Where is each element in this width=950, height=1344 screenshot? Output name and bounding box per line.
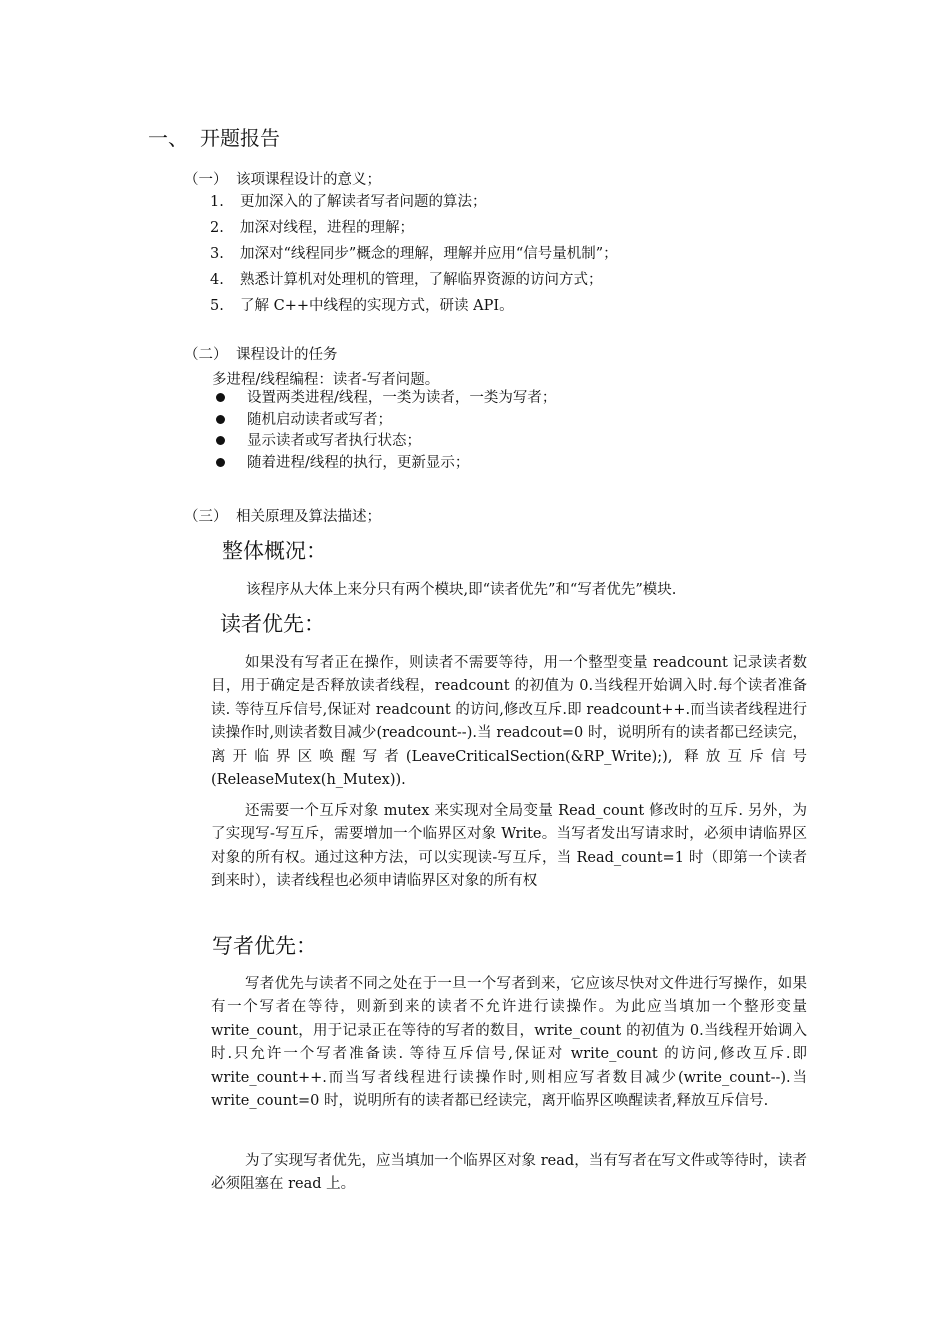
- list-item-text: 加深对线程，进程的理解；: [240, 220, 414, 236]
- list-item-number: 5.: [210, 298, 224, 314]
- section-2-mark: （二）: [184, 347, 228, 363]
- section-2-bullets: [210, 388, 556, 474]
- list-item-text: 熟悉计算机对处理机的管理，了解临界资源的访问方式；: [240, 272, 603, 288]
- list-item: [210, 267, 618, 293]
- bullet-item: [210, 388, 556, 410]
- section-2-title: 课程设计的任务: [236, 347, 338, 363]
- list-item-number: 1.: [210, 194, 224, 210]
- main-heading: [148, 122, 280, 151]
- list-item-number: 3.: [210, 246, 224, 262]
- bullet-item: [210, 431, 556, 453]
- bullet-icon: [216, 436, 225, 445]
- list-item-number: 4.: [210, 272, 224, 288]
- bullet-item: [210, 453, 556, 475]
- overview-title: 整体概况：: [222, 539, 327, 563]
- bullet-icon: [216, 458, 225, 467]
- list-item: [210, 241, 618, 267]
- heading-title: 开题报告: [200, 126, 280, 150]
- writer-paragraph-1: 写者优先与读者不同之处在于一旦一个写者到来，它应该尽快对文件进行写操作，如果有一个写者在等待，则新到来的读者不允许进行读操作。为此应当填加一个整形变量 write_count，用于记录正在等待的写者的数目，write_count 的初值为 0.当线程开始调入时.只允许一个写者准备读. 等待互斥信号,保证对 write_count 的访问,修改互斥.即 write_count++.而当写者线程进行读操作时,则相应写者数目减少(write_count--).当 write_count=0 时，说明所有的读者都已经读完，离开临界区唤醒读者,释放互斥信号.: [211, 976, 807, 1110]
- list-item: [210, 293, 618, 319]
- section-2-heading: [184, 343, 338, 364]
- list-item-number: 2.: [210, 220, 224, 236]
- list-item-text: 加深对“线程同步”概念的理解，理解并应用“信号量机制”；: [240, 246, 618, 262]
- list-item: [210, 215, 618, 241]
- overview-text: 该程序从大体上来分只有两个模块,即“读者优先”和“写者优先”模块.: [246, 582, 677, 598]
- reader-paragraph-1: 如果没有写者正在操作，则读者不需要等待，用一个整型变量 readcount 记录读者数目，用于确定是否释放读者线程，readcount 的初值为 0.当线程开始调入时.每个读者准备读. 等待互斥信号,保证对 readcount 的访问,修改互斥.即 readcount++.而当读者线程进行读操作时,则读者数目减少(readcount--).当 readcout=0 时，说明所有的读者都已经读完，离开临界区唤醒写者(LeaveCriticalSection(&RP_Write);), 释放互斥信号(ReleaseMutex(h_Mutex)).: [211, 655, 807, 789]
- bullet-text: 随着进程/线程的执行，更新显示；: [247, 454, 470, 471]
- list-item-text: 更加深入的了解读者写者问题的算法；: [240, 194, 487, 210]
- section-1-title: 该项课程设计的意义；: [236, 172, 381, 188]
- bullet-text: 随机启动读者或写者；: [247, 411, 392, 428]
- list-item: [210, 189, 618, 215]
- bullet-icon: [216, 393, 225, 402]
- section-2-intro: 多进程/线程编程：读者-写者问题。: [212, 372, 440, 388]
- bullet-text: 设置两类进程/线程，一类为读者，一类为写者；: [247, 390, 557, 406]
- section-3-heading: [184, 505, 381, 526]
- section-3-mark: （三）: [184, 509, 228, 525]
- writer-paragraph-2: 为了实现写者优先，应当填加一个临界区对象 read，当有写者在写文件或等待时，读者必须阻塞在 read 上。: [211, 1153, 807, 1193]
- bullet-text: 显示读者或写者执行状态；: [247, 433, 421, 449]
- heading-number: 一、: [148, 126, 188, 150]
- section-1-list: [210, 189, 618, 319]
- section-1-heading: [184, 168, 381, 189]
- list-item-text: 了解 C++中线程的实现方式，研读 API。: [240, 298, 514, 314]
- bullet-icon: [216, 415, 225, 424]
- section-1-mark: （一）: [184, 172, 228, 188]
- bullet-item: [210, 410, 556, 432]
- reader-priority-title: 读者优先：: [220, 612, 325, 636]
- writer-priority-title: 写者优先：: [212, 934, 317, 958]
- reader-paragraph-2: 还需要一个互斥对象 mutex 来实现对全局变量 Read_count 修改时的互斥. 另外，为了实现写-写互斥，需要增加一个临界区对象 Write。当写者发出写请求时，必须申请临界区对象的所有权。通过这种方法，可以实现读-写互斥，当 Read_count=1 时（即第一个读者到来时），读者线程也必须申请临界区对象的所有权: [211, 803, 807, 890]
- section-3-title: 相关原理及算法描述；: [236, 509, 381, 525]
